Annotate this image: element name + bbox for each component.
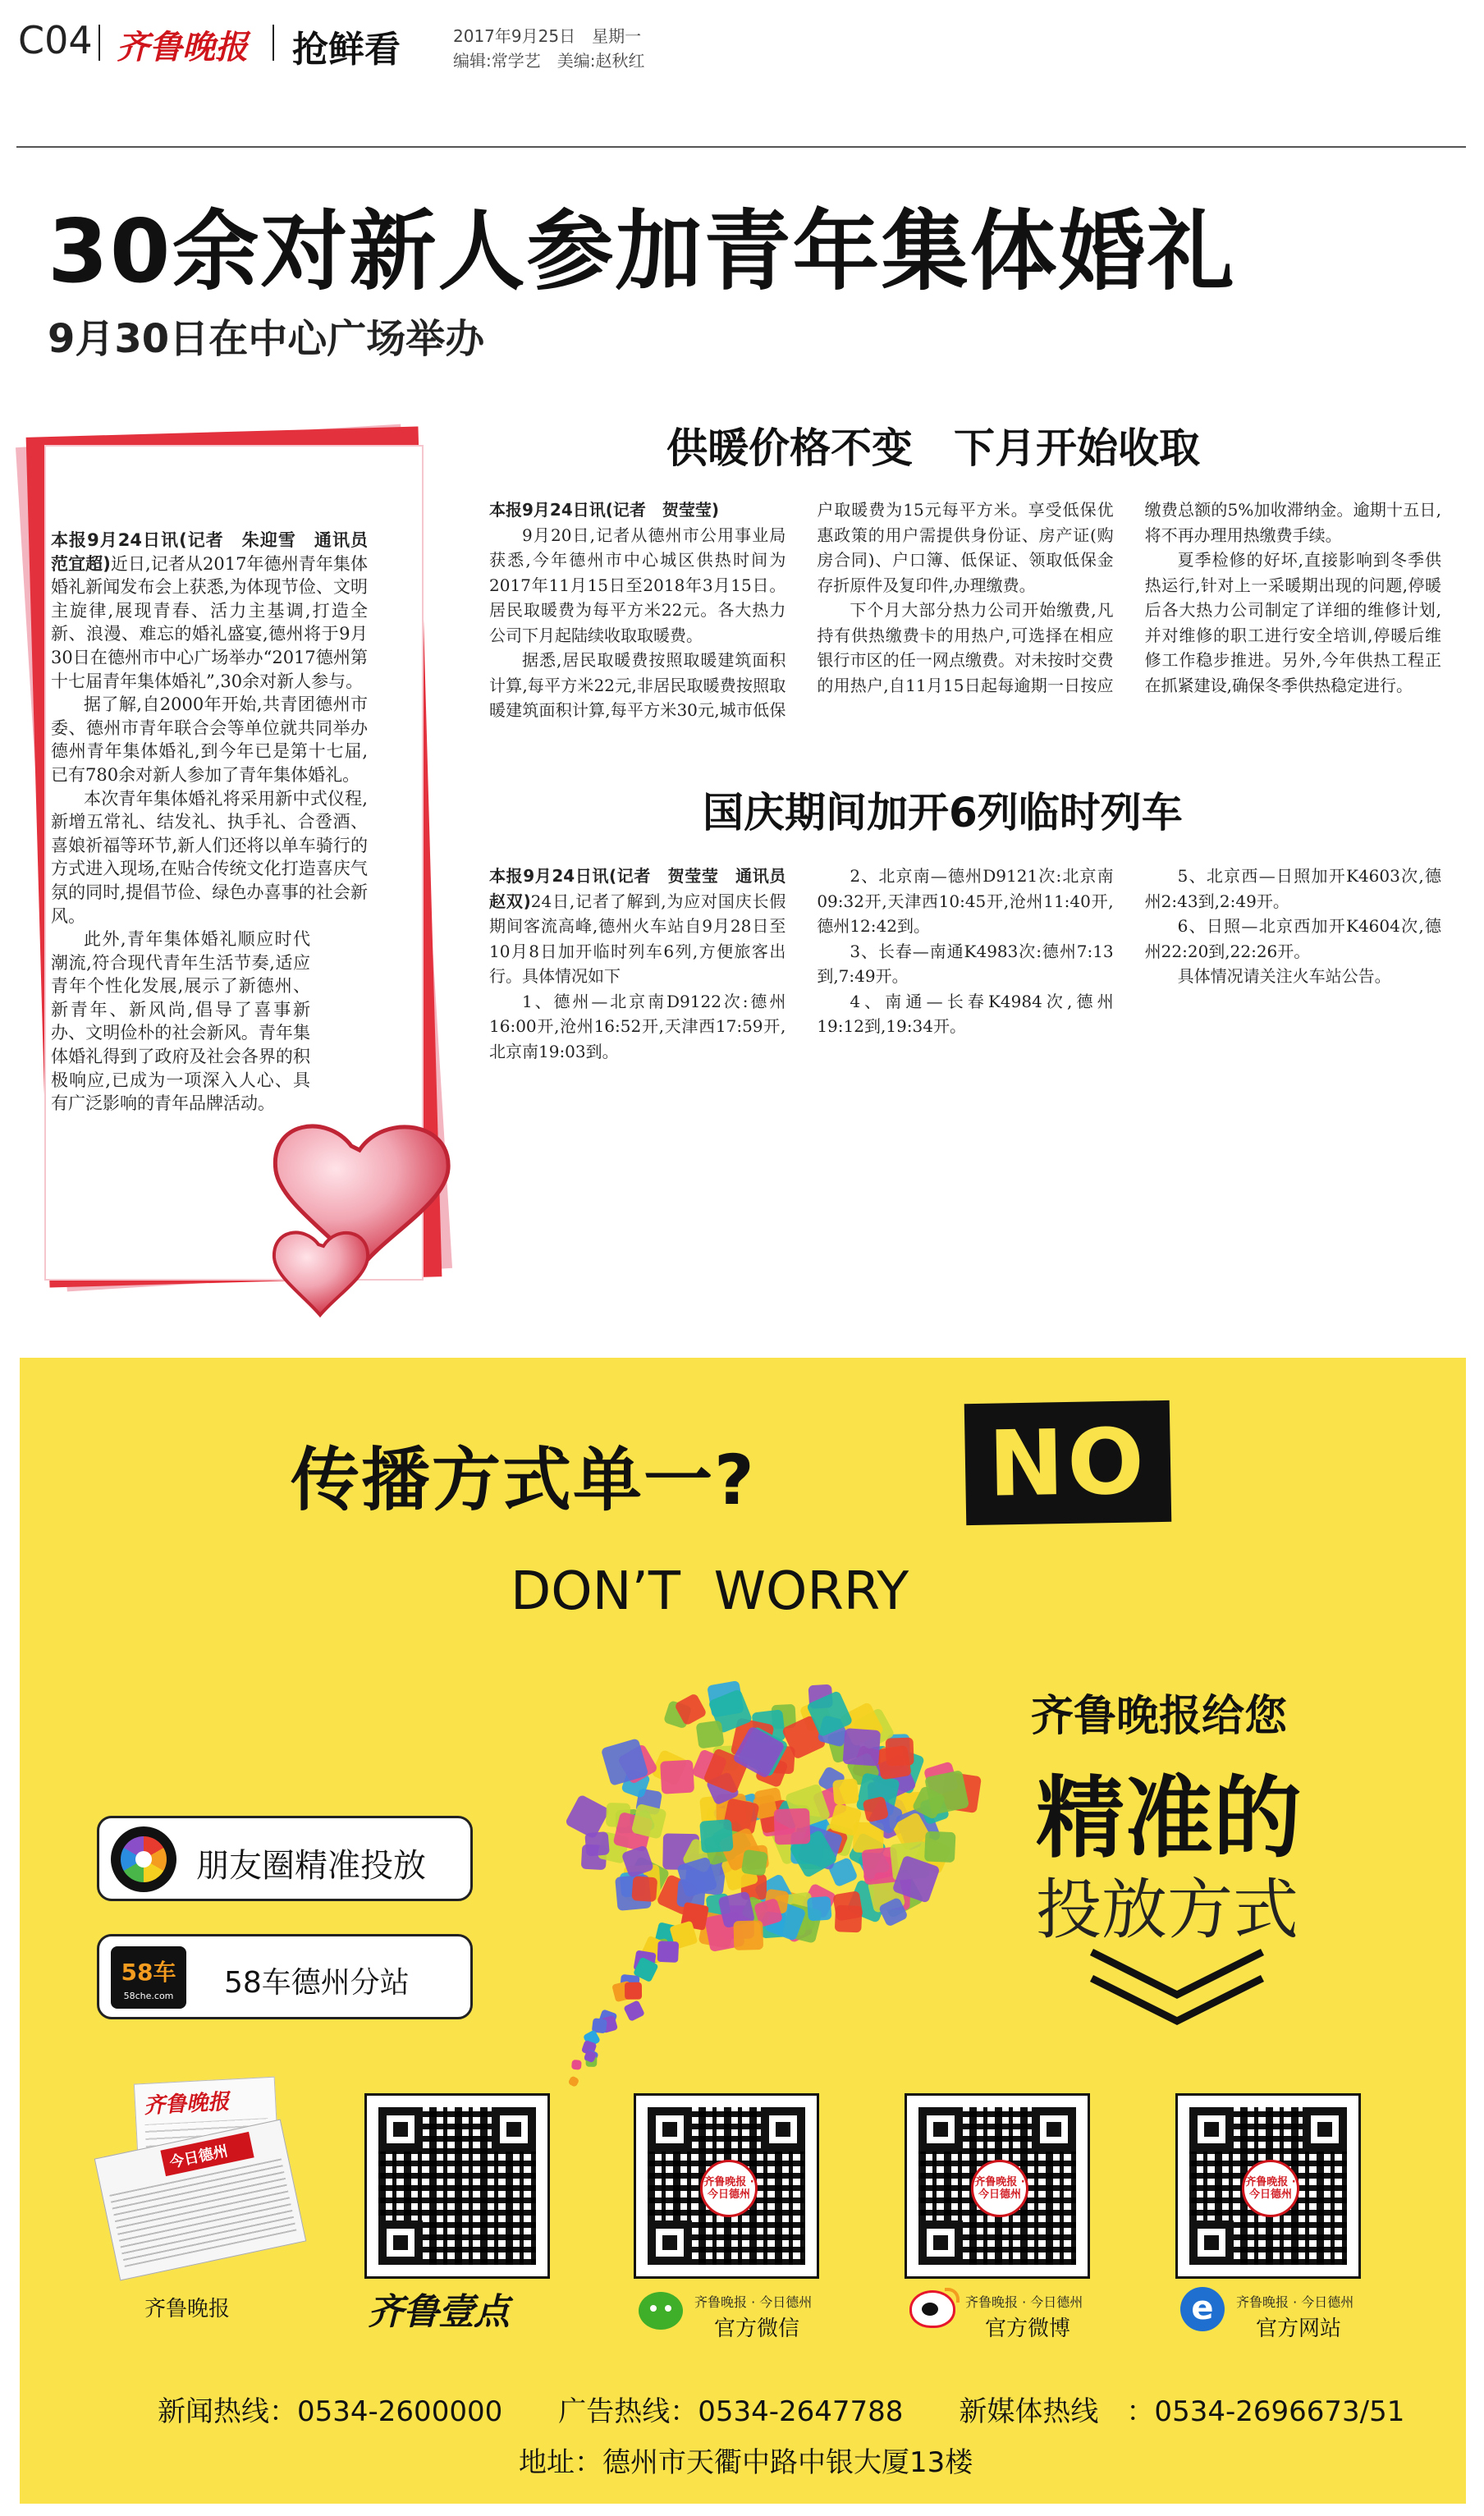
- main-headline: 30余对新人参加青年集体婚礼: [48, 201, 1236, 302]
- puzzle-piece: [774, 1808, 811, 1845]
- puzzle-piece: [835, 1905, 863, 1933]
- ad-panel: [20, 1358, 1466, 2504]
- page-header: [0, 0, 1484, 148]
- main-story-byline: 本报9月24日讯(记者 朱迎雪 通讯员 范宜超): [51, 530, 385, 574]
- address: 地址：德州市天衢中路中银大厦13楼: [519, 2446, 973, 2479]
- newspaper-masthead: 齐鲁晚报: [143, 2089, 230, 2120]
- logo-58che: [111, 1946, 186, 2009]
- train-byline: 本报9月24日讯(记者 贺莹莹 通讯员 赵双): [489, 866, 803, 911]
- no-badge-text: NO: [987, 1409, 1148, 1517]
- offer-line-1: 齐鲁晚报给您: [1031, 1692, 1288, 1741]
- qr-label-wechat: 官方微信: [714, 2317, 800, 2341]
- puzzle-piece: [843, 1728, 881, 1766]
- header-divider: [98, 25, 100, 61]
- heating-paragraph: 下个月大部分热力公司开始缴费,凡持有供热缴费卡的用热户,可选择在相应银行市区的任一网点缴费。对未按时交费的用热户,自11月15日起每逾期一日按应缴费总额的5%加收滞纳金。逾期十五日,将不再办理用热缴费手续。: [817, 500, 1441, 695]
- train-headline: 国庆期间加开6列临时列车: [703, 789, 1183, 836]
- dont-worry-text: DON’T WORRY: [511, 1561, 909, 1622]
- qr-code-weibo[interactable]: [905, 2093, 1090, 2279]
- ad-headline: 传播方式单一?: [291, 1440, 756, 1520]
- editors-line: 编辑:常学艺 美编:赵秋红: [453, 51, 645, 71]
- qr-code-wechat[interactable]: [634, 2093, 819, 2279]
- train-story-text: [489, 864, 1441, 1064]
- qilu-yidian-logo: 齐鲁壹点: [368, 2291, 509, 2333]
- qr-center-logo: 齐鲁晚报 · 今日德州: [1242, 2160, 1299, 2217]
- qr-center-logo: 齐鲁晚报 · 今日德州: [700, 2160, 758, 2217]
- train-paragraph: 5、北京西—日照加开K4603次,德州2:43到,2:49开。: [1144, 866, 1441, 911]
- page-code: C04: [18, 18, 93, 62]
- header-divider: [273, 25, 274, 61]
- qr-code-qilu-yidian[interactable]: [364, 2093, 550, 2279]
- puzzle-piece: [877, 1745, 912, 1780]
- puzzle-piece: [660, 1760, 694, 1794]
- train-paragraph: 6、日照—北京西加开K4604次,德州22:20到,22:26开。: [1144, 916, 1441, 961]
- train-paragraph: 3、长春—南通K4983次:德州7:13到,7:49开。: [817, 941, 1114, 986]
- puzzle-piece: [924, 1831, 955, 1863]
- puzzle-piece: [584, 1831, 610, 1857]
- logo-58che-text: 58车: [121, 1959, 176, 1986]
- heating-byline: 本报9月24日讯(记者 贺莹莹): [489, 500, 720, 520]
- offer-line-2: 精准的: [1036, 1767, 1303, 1870]
- main-story-paragraph: 近日,记者从2017年德州青年集体婚礼新闻发布会上获悉,为体现节俭、文明主旋律,展现青春、活力主基调,打造全新、浪漫、难忘的婚礼盛宴,德州将于9月30日在德州市中心广场举办“2017德州第十七届青年集体婚礼”,30余对新人参与。: [51, 553, 368, 691]
- puzzle-piece: [625, 1982, 642, 2000]
- qr-caption-small: 齐鲁晚报 · 今日德州: [965, 2294, 1083, 2310]
- logo-58che-sub: 58che.com: [123, 1991, 174, 2001]
- train-paragraph: 24日,记者了解到,为应对国庆长假期间客流高峰,德州火车站自9月28日至10月8日加开临时列车6列,方便旅客出行。具体情况如下: [489, 891, 786, 986]
- chevron-down-icon: [1087, 1945, 1267, 2028]
- heating-headline: 供暖价格不变 下月开始收取: [666, 424, 1200, 472]
- puzzle-piece: [571, 2060, 582, 2070]
- service-moments-ads[interactable]: [97, 1816, 473, 1901]
- train-paragraph: 具体情况请关注火车站公告。: [1177, 966, 1391, 986]
- hearts-decoration: [261, 1113, 458, 1327]
- offer-line-3: 投放方式: [1036, 1872, 1298, 1948]
- issue-date: 2017年9月25日 星期一: [453, 26, 642, 46]
- puzzle-piece: [733, 1920, 763, 1950]
- qr-label-website: 官方网站: [1256, 2317, 1342, 2341]
- section-name: 抢鲜看: [292, 29, 401, 71]
- browser-icon: e: [1180, 2287, 1225, 2331]
- newspaper-front: [94, 2120, 307, 2281]
- qr-caption-small: 齐鲁晚报 · 今日德州: [1236, 2294, 1354, 2310]
- main-story-paragraph: 据了解,自2000年开始,共青团德州市委、德州市青年联合会等单位就共同举办德州青年集体婚礼,到今年已是第十七届,已有780余对新人参加了青年集体婚礼。: [51, 694, 368, 785]
- puzzle-piece: [657, 1941, 680, 1963]
- main-story-paragraph: 本次青年集体婚礼将采用新中式仪程,新增五常礼、结发礼、执手礼、合卺酒、喜娘祈福等环节,新人们还将以单车骑行的方式进入现场,在贴合传统文化打造喜庆气氛的同时,提倡节俭、绿色办喜事的社会新风。: [51, 788, 368, 926]
- service-label: 58车德州分站: [224, 1966, 410, 2000]
- heating-paragraph: 夏季检修的好坏,直接影响到冬季供热运行,针对上一采暖期出现的问题,停暖后各大热力公司制定了详细的维修计划,并对维修的职工进行安全培训,停暖后维修工作稳步推进。另外,今年供热工程正在抓紧建设,确保冬季供热稳定进行。: [1144, 550, 1441, 695]
- puzzle-bubble-graphic: [529, 1676, 988, 2103]
- service-label: 朋友圈精准投放: [196, 1847, 426, 1885]
- puzzle-piece: [631, 1876, 657, 1902]
- puzzle-pieces: [565, 1680, 982, 2088]
- newspaper-today: 今日德州: [160, 2132, 254, 2176]
- puzzle-piece: [696, 1720, 725, 1748]
- service-58che[interactable]: [97, 1934, 473, 2019]
- main-story-paragraph: 此外,青年集体婚礼顺应时代潮流,符合现代青年生活节奏,适应青年个性化发展,展示了新德州、新青年、新风尚,倡导了喜事新办、文明俭朴的社会新风。青年集体婚礼得到了政府及社会各界的积极响应,已成为一项深入人心、具有广泛影响的青年品牌活动。: [51, 929, 310, 1114]
- wechat-icon: [639, 2292, 683, 2330]
- heart-small: [274, 1232, 368, 1315]
- newspaper-label: 齐鲁晚报: [144, 2297, 231, 2321]
- header-rule: [16, 146, 1466, 148]
- no-badge: [964, 1400, 1172, 1525]
- qr-label-weibo: 官方微博: [985, 2317, 1071, 2341]
- train-paragraph: 2、北京南—德州D9121次:北京南09:32开,天津西10:45开,沧州11:40开,德州12:42到。: [817, 866, 1114, 936]
- puzzle-piece: [832, 1778, 859, 1805]
- puzzle-piece: [741, 1849, 768, 1877]
- qr-center-logo: 齐鲁晚报 · 今日德州: [971, 2160, 1028, 2217]
- heating-paragraph: 9月20日,记者从德州市公用事业局获悉,今年德州市中心城区供热时间为2017年11月15日至2018年3月15日。居民取暖费为每平方米22元。各大热力公司下月起陆续收取取暖费。: [489, 525, 786, 645]
- paper-name: 齐鲁晚报: [117, 28, 248, 66]
- qr-caption-small: 齐鲁晚报 · 今日德州: [694, 2294, 813, 2310]
- train-paragraph: 1、德州—北京南D9122次:德州16:00开,沧州16:52开,天津西17:59开,北京南19:03到。: [489, 991, 786, 1061]
- aperture-icon: [111, 1826, 176, 1892]
- train-paragraph: 4、南通—长春K4984次,德州19:12到,19:34开。: [817, 991, 1114, 1036]
- main-subheadline: 9月30日在中心广场举办: [48, 316, 485, 362]
- hotlines: 新闻热线：0534-2600000 广告热线：0534-2647788 新媒体热线 ：0534-2696673/51: [158, 2395, 1405, 2428]
- puzzle-piece: [699, 1819, 733, 1853]
- newspaper-stack: [105, 2080, 318, 2285]
- puzzle-piece: [807, 1896, 832, 1922]
- puzzle-piece: [568, 2075, 580, 2088]
- weibo-icon: [909, 2290, 955, 2328]
- qr-code-website[interactable]: [1175, 2093, 1361, 2279]
- puzzle-piece: [623, 2000, 645, 2022]
- heating-story-text: [489, 497, 1441, 744]
- heating-paragraph: 据悉,居民取暖费按照取暖建筑面积计算,每平方米22元,非居民取暖费按照取暖建筑面积计算,每平方米30元,城市低保户取暖费为15元每平方米。享受低保优惠政策的用户需提供身份证、房产证(购房合同)、户口簿、低保证、领取低保金存折原件及复印件,办理缴费。: [489, 500, 1114, 720]
- main-story-text: [51, 529, 385, 1116]
